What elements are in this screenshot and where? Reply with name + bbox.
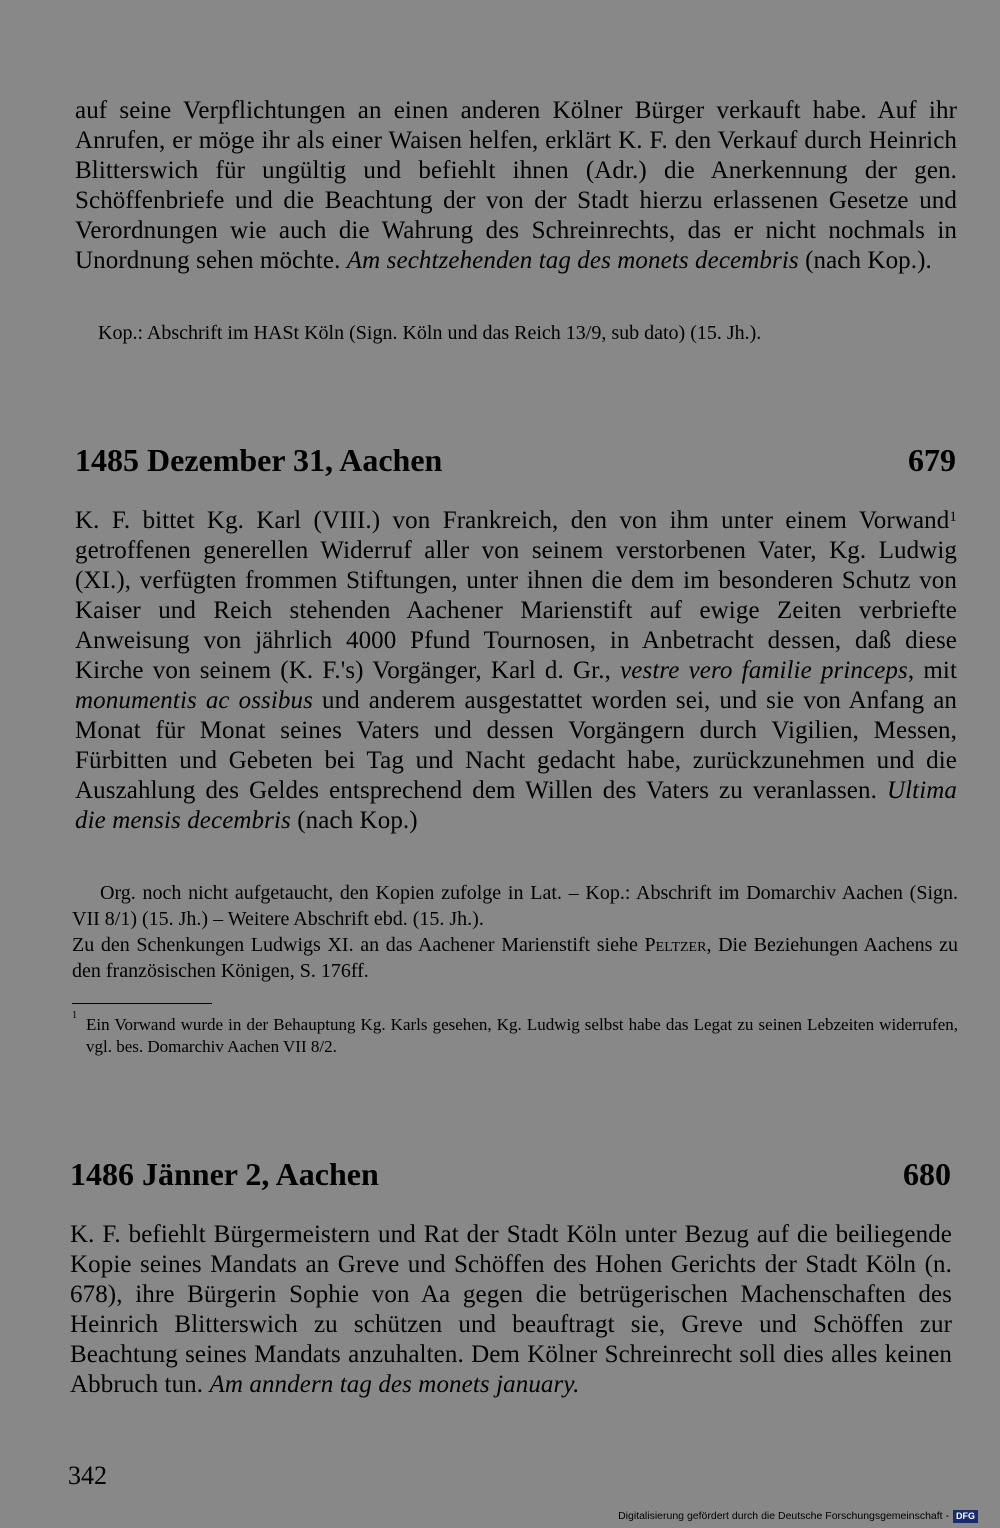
entry-679-italic-1: vestre vero familie princeps	[620, 657, 908, 684]
entry-679-italic-2: monumentis ac ossibus	[75, 687, 313, 714]
continuation-tail: (nach Kop.).	[805, 247, 932, 274]
entry-679-italic-3: Ultima die mensis decembris	[75, 777, 957, 834]
continuation-paragraph	[75, 96, 957, 276]
page-number: 342	[68, 1461, 107, 1490]
entry-679-note-2b: , Die Beziehungen Aachens zu den französischen Königen, S. 176ff.	[72, 934, 958, 982]
footnote-1: 1 Ein Vorwand wurde in der Behauptung Kg. Karls gesehen, Kg. Ludwig selbst habe das Legat zu seinen Lebzeiten widerrufen, vgl. bes. Domarchiv Aachen VII 8/2.	[72, 1010, 958, 1056]
continuation-italic: Am sechtzehenden tag des monets decembris	[346, 247, 799, 274]
entry-679-number: 679	[908, 442, 956, 478]
entry-680-text-1: K. F. befiehlt Bürgermeistern und Rat der Stadt Köln unter Bezug auf die beiliegende Kopie seines Mandats an Greve und Schöffen des Hohen Gerichts der Stadt Köln (n. 678), ihre Bürgerin Sophie von Aa gegen die betrügerischen Machenschaften des Heinrich Blitterswich zu schützen und beauftragt sie, Greve und Schöffen zur Beachtung seines Mandats anzuhalten. Dem Kölner Schreinrecht soll dies alles keinen Abbruch tun.	[70, 1221, 952, 1398]
dfg-footer	[618, 1509, 978, 1523]
continuation-note-text: Kop.: Abschrift im HASt Köln (Sign. Köln und das Reich 13/9, sub dato) (15. Jh.).	[98, 322, 762, 344]
entry-679-note-1: Org. noch nicht aufgetaucht, den Kopien zufolge in Lat. – Kop.: Abschrift im Domarchiv Aachen (Sign. VII 8/1) (15. Jh.) – Weitere Abschrift ebd. (15. Jh.).	[72, 882, 958, 930]
entry-679-note-2	[72, 932, 958, 984]
entry-679-heading: 1485 Dezember 31, Aachen	[75, 442, 443, 478]
footnote-text: Ein Vorwand wurde in der Behauptung Kg. Karls gesehen, Kg. Ludwig selbst habe das Legat zu seinen Lebzeiten widerrufen, vgl. bes. Domarchiv Aachen VII 8/2.	[86, 1015, 958, 1056]
entry-679-body	[75, 506, 957, 836]
dfg-logo: DFG	[953, 1510, 978, 1523]
entry-680-heading: 1486 Jänner 2, Aachen	[70, 1156, 379, 1192]
entry-679-note-2a: Zu den Schenkungen Ludwigs XI. an das Aachener Marienstift siehe	[72, 934, 645, 956]
entry-679-text-2: getroffenen generellen Widerruf aller von seinem verstorbenen Vater, Kg. Ludwig (XI.), verfügten frommen Stiftungen, unter ihnen die dem im besonderen Schutz von Kaiser und Reich stehenden Aachener Marienstift auf ewige Zeiten verbriefte Anweisung von jährlich 4000 Pfund Tournosen, in Anbetracht dessen, daß diese Kirche von seinem (K. F.'s) Vorgänger, Karl d. Gr.,	[75, 537, 957, 684]
footnote-ref: 1	[949, 508, 957, 525]
footnote-divider	[72, 1003, 212, 1004]
entry-680-number: 680	[903, 1156, 951, 1192]
footer-text: Digitalisierung gefördert durch die Deutsche Forschungsgemeinschaft -	[618, 1510, 949, 1522]
continuation-note	[98, 320, 958, 346]
entry-679-text-3: , mit	[907, 657, 958, 684]
entry-680-body	[70, 1220, 952, 1400]
entry-679-text-5: (nach Kop.)	[290, 807, 418, 834]
entry-679-note	[72, 880, 958, 984]
entry-679-text-4: und anderem ausgestattet worden sei, und sie von Anfang an Monat für Monat seines Vaters und dessen Vorgängern durch Vigilien, Messen, Fürbitten und Gebeten bei Tag und Nacht gedacht habe, zurückzunehmen und die Auszahlung des Geldes entsprechend dem Willen des Vaters zu veranlassen.	[75, 687, 958, 804]
entry-679-text-1: K. F. bittet Kg. Karl (VIII.) von Frankreich, den von ihm unter einem Vorwand	[75, 507, 950, 534]
continuation-text: auf seine Verpflichtungen an einen anderen Kölner Bürger verkauft habe. Auf ihr Anrufen, er möge ihr als einer Waisen helfen, erklärt K. F. den Verkauf durch Heinrich Blitterswich für ungültig und befiehlt ihnen (Adr.) die Anerkennung der gen. Schöffenbriefe und die Beachtung der von der Stadt hierzu erlassenen Gesetze und Verordnungen wie auch die Wahrung des Schreinrechts, das er nicht nochmals in Unordnung sehen möchte.	[75, 97, 957, 274]
author-name: Peltzer	[644, 934, 707, 956]
entry-680-italic-1: Am anndern tag des monets january.	[209, 1371, 580, 1398]
